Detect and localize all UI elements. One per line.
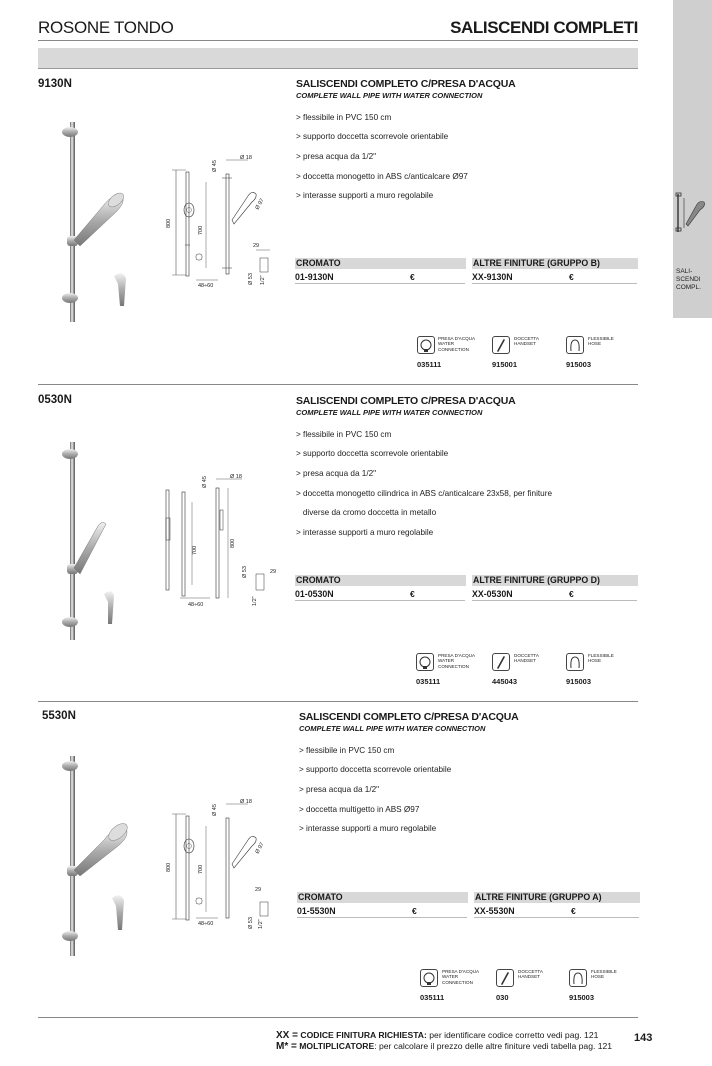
dim-diameter-rosette: Ø 53 <box>242 566 248 578</box>
product-title: SALISCENDI COMPLETO C/PRESA D'ACQUA <box>296 395 516 407</box>
product-photo-9130n <box>48 108 148 336</box>
dim-wall-distance: 48÷60 <box>188 602 204 608</box>
feature-item: > doccetta monogetto cilindrica in ABS c/anticalcare 23x58, per finiture <box>296 488 553 498</box>
feature-item: > supporto doccetta scorrevole orientabile <box>296 449 449 459</box>
water-connection-icon <box>416 653 434 671</box>
water-connection-label: PRESA D'ACQUA WATER CONNECTION <box>442 969 480 985</box>
dim-wall-distance: 48÷60 <box>198 283 214 289</box>
dim-diameter-rosette: Ø 53 <box>248 273 254 285</box>
other-finish-row <box>472 588 637 601</box>
footer-note-xx <box>276 1030 612 1041</box>
part-code-hose: 915003 <box>569 993 595 1002</box>
footer-key: XX = <box>276 1030 298 1041</box>
header-band <box>38 48 638 69</box>
feature-list <box>299 736 669 844</box>
footer-key: M* = <box>276 1041 297 1052</box>
dim-height-overall: 800 <box>166 862 172 872</box>
section-title: ROSONE TONDO <box>38 18 174 37</box>
part-code-handset: 030 <box>496 993 509 1002</box>
feature-item: > supporto doccetta scorrevole orientabile <box>299 765 452 775</box>
product-info-9130n <box>296 78 666 211</box>
dim-height-inner: 700 <box>198 864 204 874</box>
section-divider <box>38 701 638 702</box>
dim-width-outlet: 29 <box>255 887 262 893</box>
other-finish-code: XX-9130N <box>472 272 513 282</box>
part-code-water: 035111 <box>416 677 441 686</box>
side-tab-label: SALI- SCENDI COMPL. <box>676 268 701 291</box>
footer-bold: MOLTIPLICATORE <box>299 1041 375 1051</box>
other-finish-row <box>472 271 637 284</box>
part-code-handset: 445043 <box>492 677 518 686</box>
currency-symbol: € <box>412 906 417 916</box>
dim-thread: 1/2" <box>258 919 264 929</box>
hose-label: FLESSIBILE HOSE <box>588 653 614 664</box>
dim-diameter-base: Ø 45 <box>212 804 218 816</box>
feature-item: > presa acqua da 1/2" <box>299 784 380 794</box>
cromato-header: CROMATO <box>295 575 466 586</box>
product-code: 5530N <box>42 710 76 722</box>
product-code: 0530N <box>38 394 72 406</box>
feature-item: > presa acqua da 1/2" <box>296 151 377 161</box>
hose-label: FLESSIBILE HOSE <box>591 969 617 980</box>
dim-diameter-rosette: Ø 53 <box>248 917 254 929</box>
dim-diameter-bar: Ø 18 <box>230 474 242 480</box>
section-divider <box>38 384 638 385</box>
handset-icon <box>492 336 510 354</box>
handset-icon <box>496 969 514 987</box>
dim-height-overall: 800 <box>166 218 172 228</box>
currency-symbol: € <box>571 906 576 916</box>
product-info-5530n <box>299 711 669 844</box>
page-number: 143 <box>634 1032 653 1044</box>
dim-thread: 1/2" <box>252 596 258 606</box>
dim-wall-distance: 48÷60 <box>198 921 214 927</box>
currency-symbol: € <box>410 589 415 599</box>
water-connection-label: PRESA D'ACQUA WATER CONNECTION <box>438 336 476 352</box>
feature-list <box>296 103 666 211</box>
other-finishes-header: ALTRE FINITURE (GRUPPO A) <box>474 892 640 903</box>
side-tab-thumbnail <box>674 190 710 236</box>
feature-item: > flessibile in PVC 150 cm <box>296 429 392 439</box>
feature-item: > presa acqua da 1/2" <box>296 468 377 478</box>
header-divider <box>38 40 638 41</box>
feature-item: > flessibile in PVC 150 cm <box>299 745 395 755</box>
part-code-hose: 915003 <box>566 677 592 686</box>
other-finishes-header: ALTRE FINITURE (GRUPPO D) <box>472 575 638 586</box>
footer-notes <box>276 1030 612 1052</box>
dim-diameter-head: Ø 97 <box>254 841 266 855</box>
product-title: SALISCENDI COMPLETO C/PRESA D'ACQUA <box>296 78 516 90</box>
dim-height-inner: 700 <box>198 225 204 235</box>
technical-drawing-9130n <box>160 150 290 290</box>
cromato-code: 01-0530N <box>295 589 334 599</box>
dim-diameter-head: Ø 97 <box>254 197 266 211</box>
dim-width-outlet: 29 <box>270 569 277 575</box>
cromato-header: CROMATO <box>295 258 466 269</box>
water-connection-label: PRESA D'ACQUA WATER CONNECTION <box>438 653 476 669</box>
dim-diameter-base: Ø 45 <box>202 476 208 488</box>
dim-height-inner: 700 <box>192 545 198 555</box>
part-code-hose: 915003 <box>566 360 592 369</box>
handset-label: DOCCETTA HANDSET <box>514 653 539 664</box>
currency-symbol: € <box>569 272 574 282</box>
hose-icon <box>566 653 584 671</box>
cromato-row <box>295 588 465 601</box>
handset-label: DOCCETTA HANDSET <box>514 336 539 347</box>
dim-thread: 1/2" <box>260 275 266 285</box>
product-title: SALISCENDI COMPLETO C/PRESA D'ACQUA <box>299 711 519 723</box>
hose-icon <box>566 336 584 354</box>
cromato-row <box>297 905 467 918</box>
cromato-row <box>295 271 465 284</box>
cromato-code: 01-5530N <box>297 906 336 916</box>
product-info-0530n <box>296 395 666 547</box>
feature-list <box>296 420 666 547</box>
feature-item: > doccetta multigetto in ABS Ø97 <box>299 804 420 814</box>
product-photo-5530n <box>48 744 148 966</box>
water-connection-icon <box>420 969 438 987</box>
water-connection-icon <box>417 336 435 354</box>
technical-drawing-0530n <box>160 470 290 610</box>
feature-item: > flessibile in PVC 150 cm <box>296 112 392 122</box>
product-subtitle: COMPLETE WALL PIPE WITH WATER CONNECTION <box>296 408 483 417</box>
currency-symbol: € <box>569 589 574 599</box>
footer-text: per identificare codice corretto vedi pag. 121 <box>426 1030 599 1040</box>
part-code-handset: 915001 <box>492 360 518 369</box>
other-finishes-header: ALTRE FINITURE (GRUPPO B) <box>472 258 638 269</box>
other-finish-code: XX-5530N <box>474 906 515 916</box>
other-finish-row <box>474 905 639 918</box>
feature-item: > interasse supporti a muro regolabile <box>299 824 437 834</box>
dim-width-outlet: 29 <box>253 243 260 249</box>
dim-diameter-bar: Ø 18 <box>240 155 252 161</box>
footer-text: : per calcolare il prezzo delle altre finiture vedi tabella pag. 121 <box>374 1041 613 1051</box>
dim-diameter-bar: Ø 18 <box>240 799 252 805</box>
hose-label: FLESSIBILE HOSE <box>588 336 614 347</box>
dim-height-overall: 800 <box>230 538 236 548</box>
other-finish-code: XX-0530N <box>472 589 513 599</box>
product-subtitle: COMPLETE WALL PIPE WITH WATER CONNECTION <box>299 724 486 733</box>
feature-item: > interasse supporti a muro regolabile <box>296 527 434 537</box>
category-title: SALISCENDI COMPLETI <box>450 18 638 37</box>
footer-divider <box>38 1017 638 1018</box>
feature-item: > interasse supporti a muro regolabile <box>296 191 434 201</box>
product-photo-0530n <box>50 434 150 644</box>
product-subtitle: COMPLETE WALL PIPE WITH WATER CONNECTION <box>296 91 483 100</box>
part-code-water: 035111 <box>417 360 442 369</box>
currency-symbol: € <box>410 272 415 282</box>
cromato-header: CROMATO <box>297 892 468 903</box>
feature-item: > doccetta monogetto in ABS c/anticalcare Ø97 <box>296 171 468 181</box>
part-code-water: 035111 <box>420 993 445 1002</box>
footer-note-m <box>276 1041 612 1052</box>
cromato-code: 01-9130N <box>295 272 334 282</box>
technical-drawing-5530n <box>160 794 290 934</box>
product-code: 9130N <box>38 78 72 90</box>
feature-item: diverse da cromo doccetta in metallo <box>296 508 437 518</box>
handset-icon <box>492 653 510 671</box>
dim-diameter-base: Ø 45 <box>212 160 218 172</box>
feature-item: > supporto doccetta scorrevole orientabile <box>296 132 449 142</box>
handset-label: DOCCETTA HANDSET <box>518 969 543 980</box>
footer-bold: CODICE FINITURA RICHIESTA: <box>300 1030 427 1040</box>
hose-icon <box>569 969 587 987</box>
